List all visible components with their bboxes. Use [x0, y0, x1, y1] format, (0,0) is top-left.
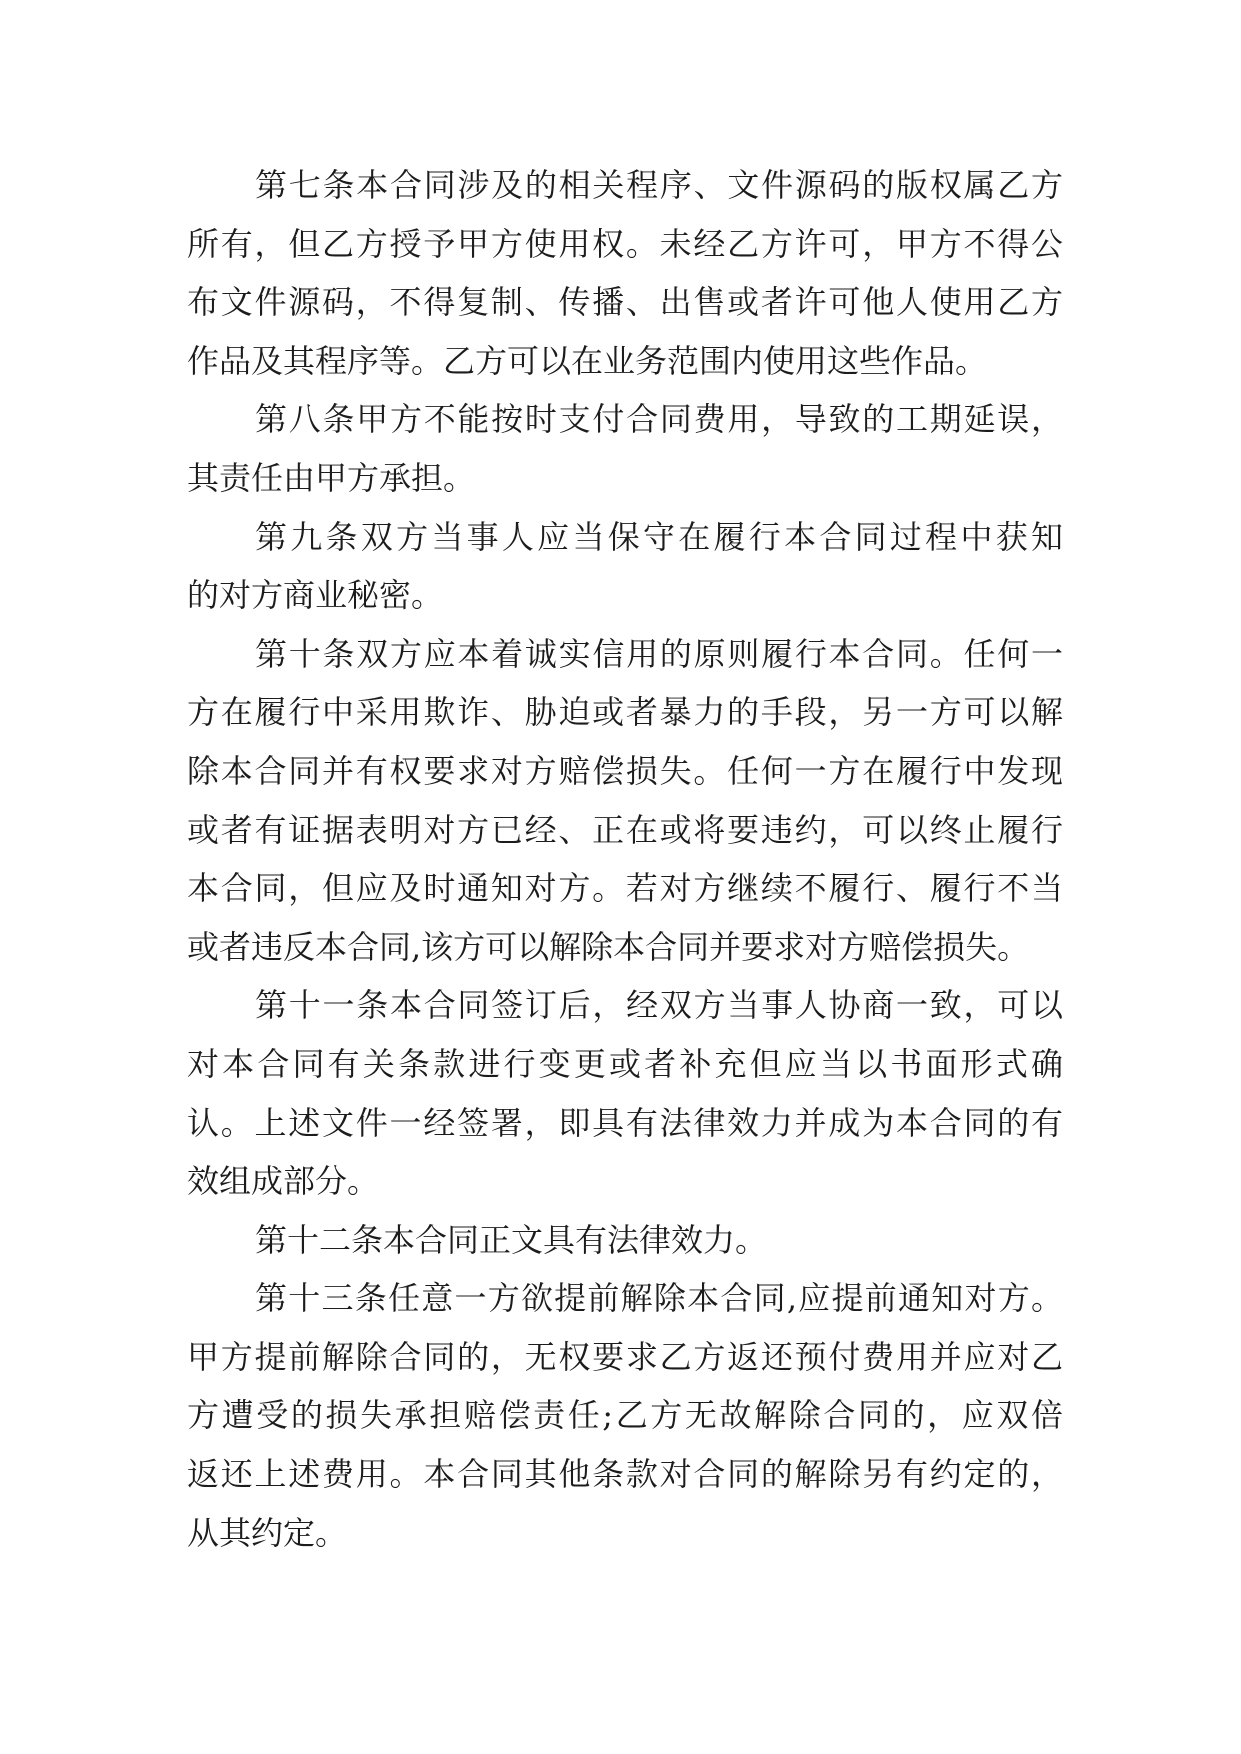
text-line: 第九条双方当事人应当保守在履行本合同过程中获知 [255, 517, 1063, 556]
text-line: 其责任由甲方承担。 [187, 458, 476, 497]
text-line: 的对方商业秘密。 [187, 576, 444, 615]
text-line: 第十三条任意一方欲提前解除本合同,应提前通知对方。 [255, 1279, 1063, 1318]
text-line: 作品及其程序等。乙方可以在业务范围内使用这些作品。 [187, 341, 988, 380]
text-line: 方在履行中采用欺诈、胁迫或者暴力的手段，另一方可以解 [187, 693, 1063, 732]
text-line: 第七条本合同涉及的相关程序、文件源码的版权属乙方 [255, 166, 1063, 204]
text-line: 第十条双方应本着诚实信用的原则履行本合同。任何一 [255, 634, 1063, 673]
text-line: 布文件源码，不得复制、传播、出售或者许可他人使用乙方 [187, 283, 1063, 322]
text-line: 方遭受的损失承担赔偿责任;乙方无故解除合同的，应双倍 [187, 1396, 1063, 1435]
text-line: 认。上述文件一经签署，即具有法律效力并成为本合同的有 [187, 1103, 1063, 1142]
text-line: 或者有证据表明对方已经、正在或将要违约，可以终止履行 [187, 810, 1063, 849]
text-line: 除本合同并有权要求对方赔偿损失。任何一方在履行中发现 [187, 751, 1063, 790]
article-13-paragraph [187, 1269, 1063, 1562]
text-line: 第十一条本合同签订后，经双方当事人协商一致，可以 [255, 986, 1063, 1025]
text-line: 或者违反本合同,该方可以解除本合同并要求对方赔偿损失。 [187, 927, 1030, 966]
text-line: 甲方提前解除合同的，无权要求乙方返还预付费用并应对乙 [187, 1337, 1063, 1376]
article-8-paragraph [187, 390, 1063, 507]
article-9-paragraph [187, 508, 1063, 625]
article-11-paragraph [187, 976, 1063, 1210]
contract-body [187, 156, 1063, 1562]
article-12-paragraph [187, 1211, 1063, 1270]
text-line: 本合同，但应及时通知对方。若对方继续不履行、履行不当 [187, 869, 1063, 908]
text-line: 效组成部分。 [187, 1162, 380, 1201]
text-line: 对本合同有关条款进行变更或者补充但应当以书面形式确 [187, 1044, 1063, 1083]
text-line: 从其约定。 [187, 1513, 348, 1552]
text-line: 返还上述费用。本合同其他条款对合同的解除另有约定的， [187, 1455, 1063, 1494]
text-line: 第八条甲方不能按时支付合同费用，导致的工期延误， [255, 400, 1063, 439]
text-line: 所有，但乙方授予甲方使用权。未经乙方许可，甲方不得公 [187, 224, 1063, 263]
article-7-paragraph [187, 156, 1063, 390]
text-line: 第十二条本合同正文具有法律效力。 [255, 1220, 768, 1259]
article-10-paragraph [187, 625, 1063, 977]
